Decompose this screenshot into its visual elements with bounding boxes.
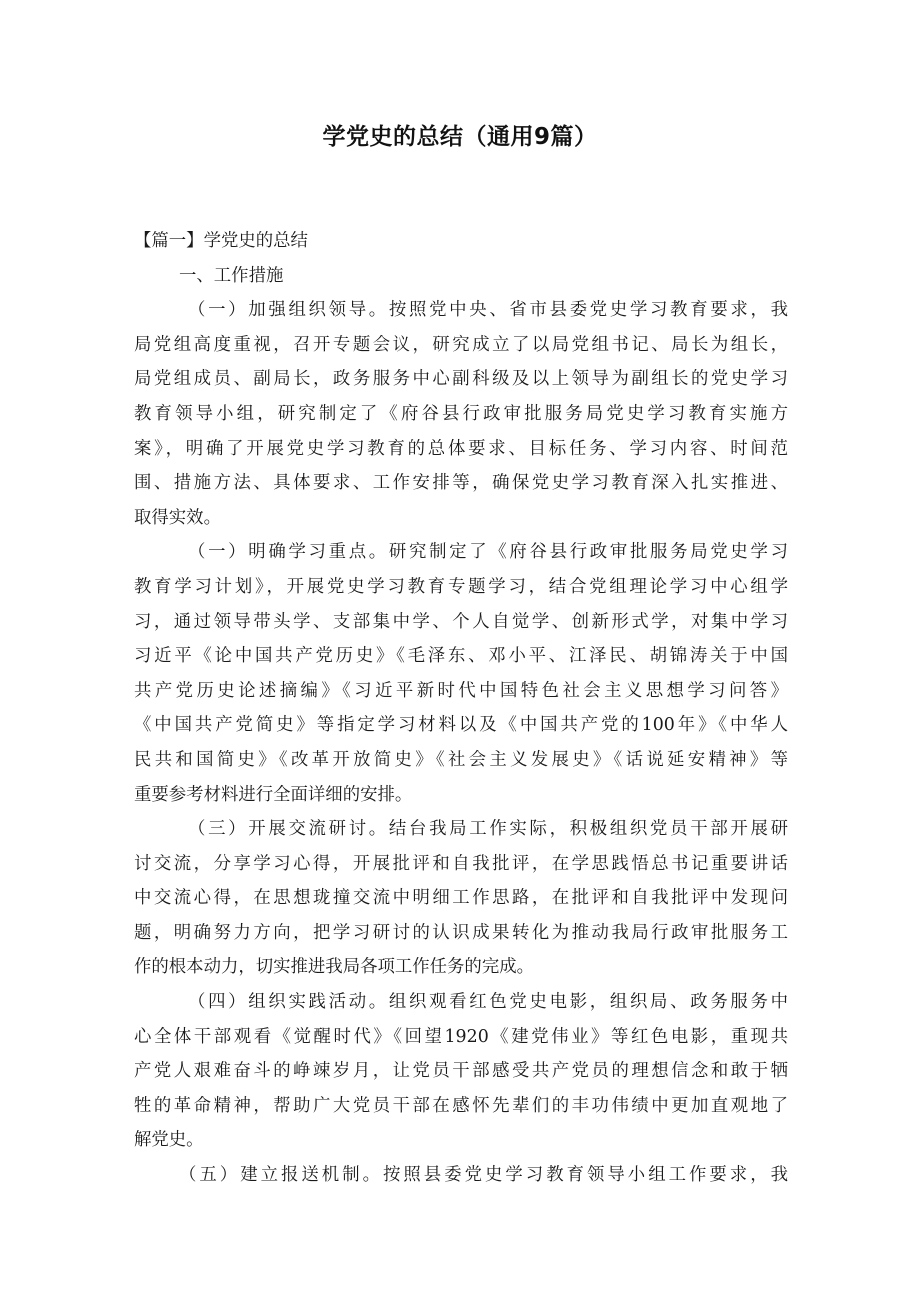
document-title: 学党史的总结（通用9篇） [322, 124, 598, 150]
paragraph-line: 《中国共产党简史》等指定学习材料以及《中国共产党的100年》《中华人 [134, 715, 788, 736]
paragraph-line: 题，明确努力方向，把学习研讨的认识成果转化为推动我局行政审批服务工 [134, 922, 788, 943]
paragraph-3 [134, 812, 788, 985]
paragraph-line: 习，通过领导带头学、支部集中学、个人自觉学、创新形式学，对集中学习 [134, 611, 788, 632]
paragraph-line: 围、措施方法、具体要求、工作安排等，确保党史学习教育深入扎实推进、 [134, 473, 788, 494]
paragraph-line: （四）组织实践活动。组织观看红色党史电影，组织局、政务服务中 [188, 992, 788, 1013]
paragraph-line: 局党组高度重视，召开专题会议，研究成立了以局党组书记、局长为组长， [134, 334, 788, 355]
document-body [134, 224, 788, 1193]
paragraph-line: 教育学习计划》，开展党史学习教育专题学习，结合党组理论学习中心组学 [134, 576, 788, 597]
paragraph-line: （三）开展交流研讨。结台我局工作实际，积极组织党员干部开展研 [188, 819, 788, 840]
paragraph-line: 案》，明确了开展党史学习教育的总体要求、目标任务、学习内容、时间范 [134, 438, 788, 459]
paragraph-line: 解党史。 [134, 1130, 204, 1151]
paragraph-line: （一）加强组织领导。按照党中央、省市县委党史学习教育要求，我 [188, 300, 788, 321]
paragraph-line: 牲的革命精神，帮助广大党员干部在感怀先辈们的丰功伟绩中更加直观地了 [134, 1095, 788, 1116]
paragraph-line: 中交流心得，在思想珑撞交流中明细工作思路，在批评和自我批评中发现问 [134, 888, 788, 909]
paragraph-4 [134, 985, 788, 1158]
paragraph-2 [134, 535, 788, 812]
paragraph-line: 共产党历史论述摘编》《习近平新时代中国特色社会主义思想学习问答》 [134, 680, 788, 701]
paragraph-line: 重要参考材料进行全面详细的安排。 [134, 784, 413, 805]
paragraph-line: 产党人艰难奋斗的峥竦岁月，让党员干部感受共产党员的理想信念和敢于牺 [134, 1061, 788, 1082]
section-heading: 【篇一】学党史的总结 [134, 231, 308, 251]
paragraph-5 [134, 1158, 788, 1193]
paragraph-line: 教育领导小组，研究制定了《府谷县行政审批服务局党史学习教育实施方 [134, 403, 788, 424]
paragraph-line: 局党组成员、副局长，政务服务中心副科级及以上领导为副组长的党史学习 [134, 369, 788, 390]
paragraph-line: 心全体干部观看《觉醒时代》《回望1920《建党伟业》等红色电影，重现共 [134, 1026, 788, 1047]
paragraph-line: （一）明确学习重点。研究制定了《府谷县行政审批服务局党史学习 [188, 542, 788, 563]
paragraph-line: 取得实效。 [134, 507, 221, 528]
paragraph-line: 民共和国简史》《改革开放简史》《社会主义发展史》《话说延安精神》等 [134, 749, 788, 770]
paragraph-line: 习近平《论中国共产党历史》《毛泽东、邓小平、江泽民、胡锦涛关于中国 [134, 646, 788, 667]
paragraph-1 [134, 293, 788, 535]
paragraph-line: （五）建立报送机制。按照县委党史学习教育领导小组工作要求，我 [179, 1165, 788, 1186]
subsection-heading: 一、工作措施 [179, 265, 284, 286]
paragraph-line: 作的根本动力，切实推进我局各项工作任务的完成。 [134, 957, 534, 978]
paragraph-line: 讨交流，分享学习心得，开展批评和自我批评，在学思践悟总书记重要讲话 [134, 853, 788, 874]
